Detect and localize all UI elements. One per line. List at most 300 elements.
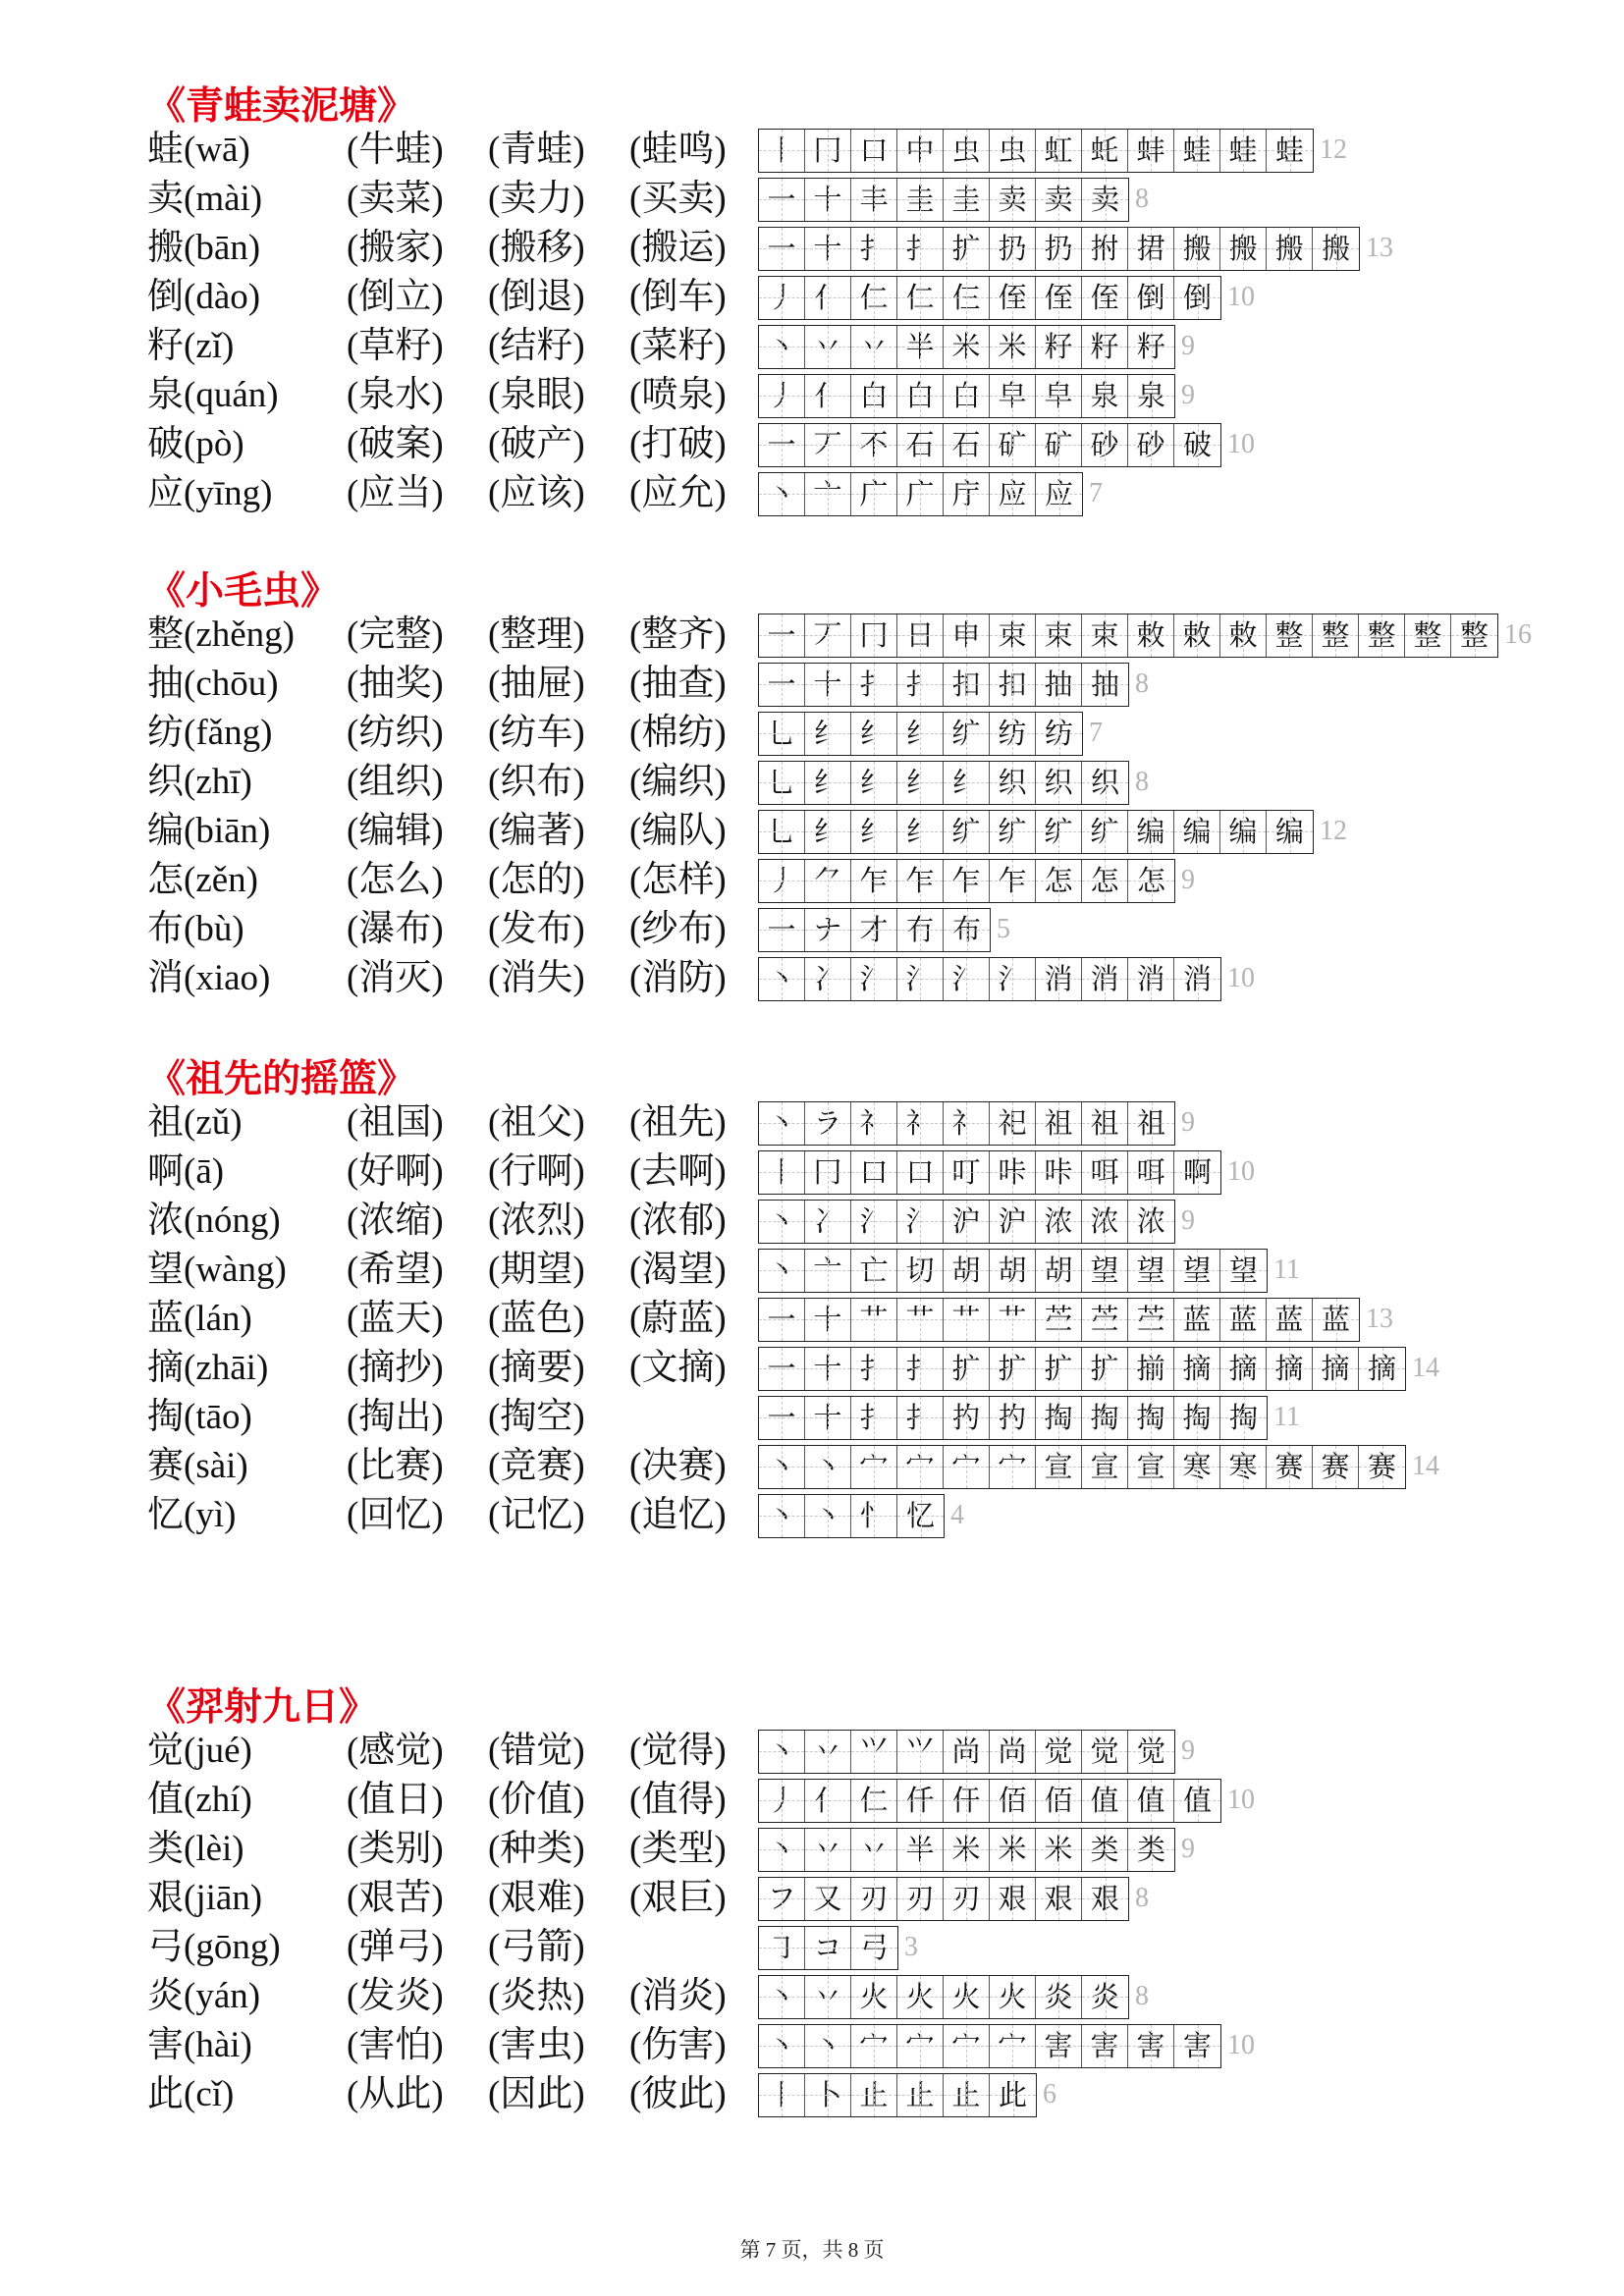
stroke-step-cell: 织 bbox=[1036, 762, 1082, 804]
example-word: (比赛) bbox=[347, 1446, 444, 1486]
stroke-order bbox=[758, 613, 1532, 658]
stroke-step-cell: 冇 bbox=[897, 909, 944, 951]
pinyin: (gōng) bbox=[184, 1927, 281, 1967]
stroke-step-cell: 亻 bbox=[805, 1780, 851, 1822]
stroke-step-cell: 宀 bbox=[990, 1446, 1036, 1488]
stroke-step-cell: 半 bbox=[897, 326, 944, 368]
stroke-step-cell: ⺈ bbox=[805, 860, 851, 902]
vocab-row bbox=[147, 1442, 1600, 1491]
example-word: (追忆) bbox=[629, 1495, 727, 1535]
stroke-step-cell: 炎 bbox=[1082, 1976, 1128, 2018]
character-entry bbox=[147, 807, 270, 856]
stroke-count: 7 bbox=[1089, 718, 1103, 748]
stroke-count: 12 bbox=[1320, 134, 1347, 165]
example-word: (消炎) bbox=[629, 1976, 727, 2016]
stroke-count: 8 bbox=[1135, 1981, 1149, 2011]
stroke-order-grid bbox=[758, 1730, 1175, 1774]
stroke-count: 10 bbox=[1227, 2030, 1255, 2060]
stroke-step-cell: 侄 bbox=[1036, 277, 1082, 319]
stroke-step-cell: 丶 bbox=[759, 1102, 805, 1145]
stroke-step-cell: 浓 bbox=[1036, 1201, 1082, 1243]
character: 弓 bbox=[147, 1927, 184, 1967]
vocab-row bbox=[147, 954, 1600, 1003]
stroke-count: 7 bbox=[1089, 478, 1103, 508]
stroke-step-cell: 祖 bbox=[1128, 1102, 1174, 1145]
stroke-step-cell: 望 bbox=[1174, 1250, 1220, 1292]
stroke-step-cell: 冂 bbox=[805, 1151, 851, 1194]
stroke-step-cell: 卖 bbox=[1082, 179, 1128, 221]
stroke-step-cell: 火 bbox=[897, 1976, 944, 2018]
stroke-step-cell: 矿 bbox=[1036, 424, 1082, 466]
stroke-step-cell: 尚 bbox=[990, 1731, 1036, 1773]
pinyin: (xiao) bbox=[184, 958, 271, 998]
stroke-step-cell: 宀 bbox=[851, 2025, 897, 2067]
example-word: (发炎) bbox=[347, 1976, 444, 2016]
example-word: (害怕) bbox=[347, 2025, 444, 2065]
example-word: (纺织) bbox=[347, 713, 444, 753]
stroke-step-cell: 冂 bbox=[851, 614, 897, 657]
stroke-step-cell: 此 bbox=[990, 2074, 1036, 2116]
stroke-step-cell: 消 bbox=[1128, 958, 1174, 1000]
stroke-step-cell: 祖 bbox=[1036, 1102, 1082, 1145]
stroke-step-cell: 丿 bbox=[759, 860, 805, 902]
example-word: (喷泉) bbox=[629, 375, 727, 415]
stroke-step-cell: 仨 bbox=[944, 277, 990, 319]
stroke-step-cell: 氵 bbox=[851, 958, 897, 1000]
vocab-row bbox=[147, 1344, 1600, 1393]
character-entry bbox=[147, 1295, 252, 1344]
stroke-step-cell: 搬 bbox=[1174, 228, 1220, 270]
stroke-step-cell: 白 bbox=[897, 375, 944, 417]
pinyin: (sài) bbox=[184, 1446, 248, 1486]
stroke-order-grid bbox=[758, 1445, 1406, 1489]
stroke-step-cell: 扚 bbox=[944, 1397, 990, 1439]
stroke-step-cell: 宣 bbox=[1128, 1446, 1174, 1488]
example-word: (棉纺) bbox=[629, 713, 727, 753]
stroke-step-cell: 纟 bbox=[897, 713, 944, 755]
stroke-step-cell: 又 bbox=[805, 1878, 851, 1920]
stroke-step-cell: 丷 bbox=[805, 1976, 851, 2018]
stroke-step-cell: 抽 bbox=[1036, 664, 1082, 706]
stroke-order-grid bbox=[758, 276, 1221, 320]
stroke-step-cell: 仁 bbox=[897, 277, 944, 319]
stroke-count: 10 bbox=[1227, 429, 1255, 459]
stroke-step-cell: 籽 bbox=[1036, 326, 1082, 368]
stroke-step-cell: 丶 bbox=[759, 958, 805, 1000]
vocab-row bbox=[147, 175, 1600, 224]
character: 消 bbox=[147, 958, 184, 998]
character: 浓 bbox=[147, 1201, 184, 1241]
stroke-step-cell: 艰 bbox=[990, 1878, 1036, 1920]
pinyin: (pò) bbox=[184, 424, 244, 464]
stroke-step-cell: 乍 bbox=[851, 860, 897, 902]
stroke-order-grid bbox=[758, 957, 1221, 1001]
stroke-count: 9 bbox=[1181, 380, 1195, 410]
stroke-step-cell: 摘 bbox=[1220, 1348, 1267, 1390]
example-word: (浓缩) bbox=[347, 1201, 444, 1241]
stroke-step-cell: 纟 bbox=[944, 762, 990, 804]
example-word: (浓郁) bbox=[629, 1201, 727, 1241]
stroke-step-cell: 应 bbox=[990, 473, 1036, 515]
stroke-step-cell: 类 bbox=[1082, 1829, 1128, 1871]
stroke-step-cell: 摘 bbox=[1267, 1348, 1313, 1390]
example-word: (怎样) bbox=[629, 860, 727, 900]
stroke-order bbox=[758, 128, 1347, 173]
example-word: (发布) bbox=[488, 909, 585, 949]
stroke-step-cell: 觉 bbox=[1082, 1731, 1128, 1773]
stroke-step-cell: 米 bbox=[990, 326, 1036, 368]
example-word: (破产) bbox=[488, 424, 585, 464]
stroke-order-grid bbox=[758, 423, 1221, 467]
stroke-step-cell: 沪 bbox=[944, 1201, 990, 1243]
stroke-count: 11 bbox=[1273, 1255, 1300, 1285]
stroke-step-cell: 白 bbox=[944, 375, 990, 417]
stroke-step-cell: 怎 bbox=[1036, 860, 1082, 902]
example-word: (弓箭) bbox=[488, 1927, 585, 1967]
example-word: (期望) bbox=[488, 1250, 585, 1290]
pinyin: (zǐ) bbox=[184, 326, 235, 366]
stroke-step-cell: 丶 bbox=[759, 1829, 805, 1871]
stroke-step-cell: 丶 bbox=[759, 326, 805, 368]
example-word: (倒退) bbox=[488, 277, 585, 317]
example-word: (蔚蓝) bbox=[629, 1299, 727, 1339]
stroke-step-cell: 氵 bbox=[897, 958, 944, 1000]
stroke-order-grid bbox=[758, 712, 1083, 756]
stroke-step-cell: 丿 bbox=[759, 277, 805, 319]
character-entry bbox=[147, 175, 262, 224]
stroke-step-cell: 口 bbox=[897, 1151, 944, 1194]
example-word: (浓烈) bbox=[488, 1201, 585, 1241]
vocab-row bbox=[147, 224, 1600, 273]
character-entry bbox=[147, 1442, 248, 1491]
character: 蓝 bbox=[147, 1299, 184, 1339]
example-word: (牛蛙) bbox=[347, 130, 444, 170]
stroke-step-cell: 扩 bbox=[990, 1348, 1036, 1390]
stroke-step-cell: 宣 bbox=[1082, 1446, 1128, 1488]
character-entry bbox=[147, 420, 244, 469]
example-word: (文摘) bbox=[629, 1348, 727, 1388]
stroke-step-cell: 胡 bbox=[990, 1250, 1036, 1292]
stroke-step-cell: 丿 bbox=[759, 375, 805, 417]
example-word: (应允) bbox=[629, 473, 727, 513]
stroke-step-cell: 泉 bbox=[1128, 375, 1174, 417]
pinyin: (zěn) bbox=[184, 860, 258, 900]
stroke-order bbox=[758, 711, 1103, 756]
example-word: (抽奖) bbox=[347, 664, 444, 704]
stroke-step-cell: 束 bbox=[990, 614, 1036, 657]
pinyin: (cǐ) bbox=[184, 2074, 235, 2114]
pinyin: (mài) bbox=[184, 179, 263, 219]
stroke-step-cell: 火 bbox=[944, 1976, 990, 2018]
stroke-step-cell: 蛙 bbox=[1267, 130, 1313, 172]
stroke-step-cell: 艹 bbox=[897, 1299, 944, 1341]
stroke-step-cell: 虴 bbox=[1082, 130, 1128, 172]
stroke-order-grid bbox=[758, 1101, 1175, 1146]
stroke-order-grid bbox=[758, 663, 1129, 707]
stroke-order-grid bbox=[758, 1347, 1406, 1391]
stroke-step-cell: 氵 bbox=[990, 958, 1036, 1000]
stroke-step-cell: 丶 bbox=[759, 1495, 805, 1537]
stroke-step-cell: 不 bbox=[851, 424, 897, 466]
stroke-step-cell: 圭 bbox=[897, 179, 944, 221]
stroke-step-cell: 石 bbox=[897, 424, 944, 466]
stroke-step-cell: ㇆ bbox=[759, 1927, 805, 1969]
stroke-step-cell: 破 bbox=[1174, 424, 1220, 466]
vocab-row bbox=[147, 1874, 1600, 1923]
example-word: (菜籽) bbox=[629, 326, 727, 366]
stroke-count: 10 bbox=[1227, 963, 1255, 993]
example-word: (渴望) bbox=[629, 1250, 727, 1290]
lesson-title: 《羿射九日》 bbox=[147, 1684, 378, 1730]
stroke-step-cell: 籽 bbox=[1128, 326, 1174, 368]
stroke-step-cell: 氵 bbox=[851, 1201, 897, 1243]
vocab-row bbox=[147, 1197, 1600, 1246]
stroke-step-cell: 申 bbox=[944, 614, 990, 657]
stroke-step-cell: 祖 bbox=[1082, 1102, 1128, 1145]
pinyin: (hài) bbox=[184, 2025, 252, 2065]
example-word: (泉眼) bbox=[488, 375, 585, 415]
character: 编 bbox=[147, 811, 184, 851]
stroke-order bbox=[758, 956, 1255, 1001]
stroke-step-cell: 扩 bbox=[1082, 1348, 1128, 1390]
pinyin: (chōu) bbox=[184, 664, 279, 704]
example-word: (决赛) bbox=[629, 1446, 727, 1486]
stroke-step-cell: 忆 bbox=[897, 1495, 944, 1537]
stroke-step-cell: 矿 bbox=[990, 424, 1036, 466]
stroke-step-cell: 虫 bbox=[990, 130, 1036, 172]
example-word: (去啊) bbox=[629, 1151, 727, 1192]
example-word: (彼此) bbox=[629, 2074, 727, 2114]
example-word: (摘要) bbox=[488, 1348, 585, 1388]
stroke-order-grid bbox=[758, 1298, 1360, 1342]
example-word: (种类) bbox=[488, 1829, 585, 1869]
vocab-row bbox=[147, 1393, 1600, 1442]
stroke-step-cell: 丰 bbox=[851, 179, 897, 221]
stroke-step-cell: 浓 bbox=[1128, 1201, 1174, 1243]
stroke-order bbox=[758, 1729, 1195, 1774]
stroke-order bbox=[758, 1974, 1149, 2019]
stroke-count: 10 bbox=[1227, 282, 1255, 312]
example-word: (完整) bbox=[347, 614, 444, 655]
stroke-step-cell: 觉 bbox=[1036, 1731, 1082, 1773]
stroke-step-cell: 泉 bbox=[1082, 375, 1128, 417]
stroke-order-grid bbox=[758, 908, 991, 952]
stroke-step-cell: 纩 bbox=[944, 713, 990, 755]
stroke-order-grid bbox=[758, 1779, 1221, 1823]
character-entry bbox=[147, 371, 279, 420]
character: 此 bbox=[147, 2074, 184, 2114]
stroke-step-cell: 艰 bbox=[1036, 1878, 1082, 1920]
character: 泉 bbox=[147, 375, 184, 415]
stroke-step-cell: 寒 bbox=[1174, 1446, 1220, 1488]
stroke-step-cell: 掏 bbox=[1220, 1397, 1267, 1439]
stroke-step-cell: 侄 bbox=[1082, 277, 1128, 319]
stroke-count: 9 bbox=[1181, 1107, 1195, 1138]
stroke-step-cell: 赛 bbox=[1359, 1446, 1405, 1488]
stroke-step-cell: 一 bbox=[759, 909, 805, 951]
example-word: (编著) bbox=[488, 811, 585, 851]
stroke-step-cell: 宀 bbox=[851, 1446, 897, 1488]
example-word: (炎热) bbox=[488, 1976, 585, 2016]
stroke-step-cell: 害 bbox=[1128, 2025, 1174, 2067]
vocab-row bbox=[147, 126, 1600, 175]
stroke-step-cell: 虹 bbox=[1036, 130, 1082, 172]
stroke-step-cell: 半 bbox=[897, 1829, 944, 1871]
vocab-row bbox=[147, 1098, 1600, 1148]
example-word: (掏出) bbox=[347, 1397, 444, 1437]
stroke-order bbox=[758, 471, 1103, 516]
stroke-step-cell: 一 bbox=[759, 179, 805, 221]
example-word: (卖菜) bbox=[347, 179, 444, 219]
vocab-row bbox=[147, 371, 1600, 420]
pinyin: (zǔ) bbox=[184, 1102, 243, 1143]
stroke-step-cell: 望 bbox=[1082, 1250, 1128, 1292]
stroke-step-cell: 纩 bbox=[990, 811, 1036, 853]
stroke-step-cell: 丶 bbox=[805, 1446, 851, 1488]
stroke-step-cell: 刃 bbox=[944, 1878, 990, 1920]
example-word: (摘抄) bbox=[347, 1348, 444, 1388]
example-word: (倒车) bbox=[629, 277, 727, 317]
stroke-step-cell: フ bbox=[759, 1878, 805, 1920]
stroke-step-cell: 织 bbox=[1082, 762, 1128, 804]
stroke-order-grid bbox=[758, 325, 1175, 369]
character-entry bbox=[147, 1491, 236, 1540]
stroke-order bbox=[758, 1493, 964, 1538]
stroke-step-cell: 丶 bbox=[759, 2025, 805, 2067]
vocab-row bbox=[147, 1295, 1600, 1344]
example-word: (倒立) bbox=[347, 277, 444, 317]
example-word: (祖父) bbox=[488, 1102, 585, 1143]
stroke-step-cell: 白 bbox=[851, 375, 897, 417]
stroke-step-cell: 苎 bbox=[1128, 1299, 1174, 1341]
stroke-step-cell: 虫 bbox=[944, 130, 990, 172]
stroke-step-cell: 揃 bbox=[1128, 1348, 1174, 1390]
example-word: (怎的) bbox=[488, 860, 585, 900]
stroke-step-cell: 苎 bbox=[1082, 1299, 1128, 1341]
example-word: (草籽) bbox=[347, 326, 444, 366]
stroke-count: 12 bbox=[1320, 816, 1347, 846]
stroke-count: 16 bbox=[1504, 619, 1532, 650]
character: 蛙 bbox=[147, 130, 184, 170]
stroke-step-cell: 才 bbox=[851, 909, 897, 951]
stroke-step-cell: 祀 bbox=[990, 1102, 1036, 1145]
stroke-count: 4 bbox=[950, 1500, 964, 1530]
stroke-order-grid bbox=[758, 129, 1314, 173]
character-entry bbox=[147, 2070, 234, 2119]
stroke-step-cell: 觉 bbox=[1128, 1731, 1174, 1773]
example-word: (消防) bbox=[629, 958, 727, 998]
example-word: (应当) bbox=[347, 473, 444, 513]
character-entry bbox=[147, 1825, 244, 1874]
stroke-step-cell: 掏 bbox=[1128, 1397, 1174, 1439]
stroke-step-cell: 敕 bbox=[1220, 614, 1267, 657]
vocab-row bbox=[147, 2021, 1600, 2070]
stroke-step-cell: 一 bbox=[759, 228, 805, 270]
stroke-order bbox=[758, 177, 1149, 222]
stroke-step-cell: 咡 bbox=[1082, 1151, 1128, 1194]
stroke-count: 8 bbox=[1135, 184, 1149, 214]
character-entry bbox=[147, 1393, 252, 1442]
stroke-order-grid bbox=[758, 1926, 898, 1970]
stroke-step-cell: 卖 bbox=[990, 179, 1036, 221]
vocab-row bbox=[147, 709, 1600, 758]
stroke-order bbox=[758, 1925, 918, 1970]
stroke-step-cell: 掏 bbox=[1082, 1397, 1128, 1439]
stroke-step-cell: 扔 bbox=[990, 228, 1036, 270]
stroke-step-cell: 砂 bbox=[1128, 424, 1174, 466]
stroke-step-cell: 纟 bbox=[851, 811, 897, 853]
stroke-order-grid bbox=[758, 2024, 1221, 2068]
stroke-step-cell: 仠 bbox=[944, 1780, 990, 1822]
vocab-row bbox=[147, 322, 1600, 371]
stroke-step-cell: 艹 bbox=[944, 1299, 990, 1341]
stroke-step-cell: 敕 bbox=[1174, 614, 1220, 657]
stroke-order bbox=[758, 1199, 1195, 1244]
stroke-order-grid bbox=[758, 1877, 1129, 1921]
stroke-step-cell: 丷 bbox=[851, 326, 897, 368]
example-word: (编辑) bbox=[347, 811, 444, 851]
example-word: (青蛙) bbox=[488, 130, 585, 170]
stroke-order-grid bbox=[758, 810, 1314, 854]
stroke-step-cell: 纟 bbox=[851, 762, 897, 804]
stroke-step-cell: 搬 bbox=[1220, 228, 1267, 270]
stroke-count: 6 bbox=[1043, 2079, 1056, 2109]
stroke-step-cell: 扣 bbox=[944, 664, 990, 706]
stroke-order-grid bbox=[758, 1150, 1221, 1195]
stroke-step-cell: 纺 bbox=[1036, 713, 1082, 755]
stroke-step-cell: 米 bbox=[944, 326, 990, 368]
stroke-step-cell: 丶 bbox=[759, 1250, 805, 1292]
stroke-step-cell: 倒 bbox=[1174, 277, 1220, 319]
example-word: (怎么) bbox=[347, 860, 444, 900]
stroke-count: 5 bbox=[997, 914, 1010, 944]
stroke-step-cell: 卜 bbox=[805, 2074, 851, 2116]
vocab-row bbox=[147, 1727, 1600, 1776]
stroke-count: 8 bbox=[1135, 767, 1149, 797]
stroke-order bbox=[758, 373, 1195, 418]
stroke-step-cell: 值 bbox=[1082, 1780, 1128, 1822]
stroke-order bbox=[758, 809, 1347, 854]
character: 布 bbox=[147, 909, 184, 949]
stroke-step-cell: 怎 bbox=[1082, 860, 1128, 902]
stroke-step-cell: 消 bbox=[1036, 958, 1082, 1000]
stroke-order-grid bbox=[758, 1249, 1268, 1293]
stroke-step-cell: 卖 bbox=[1036, 179, 1082, 221]
stroke-step-cell: 抽 bbox=[1082, 664, 1128, 706]
stroke-step-cell: 掏 bbox=[1036, 1397, 1082, 1439]
vocab-row bbox=[147, 420, 1600, 469]
stroke-order bbox=[758, 1100, 1195, 1146]
vocab-row bbox=[147, 469, 1600, 518]
character-entry bbox=[147, 224, 260, 273]
stroke-step-cell: 纟 bbox=[897, 762, 944, 804]
stroke-step-cell: 害 bbox=[1174, 2025, 1220, 2067]
stroke-step-cell: 丆 bbox=[805, 614, 851, 657]
stroke-step-cell: 宀 bbox=[897, 2025, 944, 2067]
stroke-step-cell: 刃 bbox=[897, 1878, 944, 1920]
stroke-step-cell: 蛙 bbox=[1174, 130, 1220, 172]
stroke-step-cell: 亻 bbox=[805, 277, 851, 319]
stroke-step-cell: ラ bbox=[805, 1102, 851, 1145]
stroke-step-cell: 丿 bbox=[759, 1780, 805, 1822]
example-word: (搬家) bbox=[347, 228, 444, 268]
stroke-step-cell: 亻 bbox=[805, 375, 851, 417]
pinyin: (wā) bbox=[184, 130, 250, 170]
character: 炎 bbox=[147, 1976, 184, 2016]
stroke-step-cell: 扌 bbox=[897, 1397, 944, 1439]
example-word: (搬运) bbox=[629, 228, 727, 268]
stroke-order bbox=[758, 1149, 1255, 1195]
